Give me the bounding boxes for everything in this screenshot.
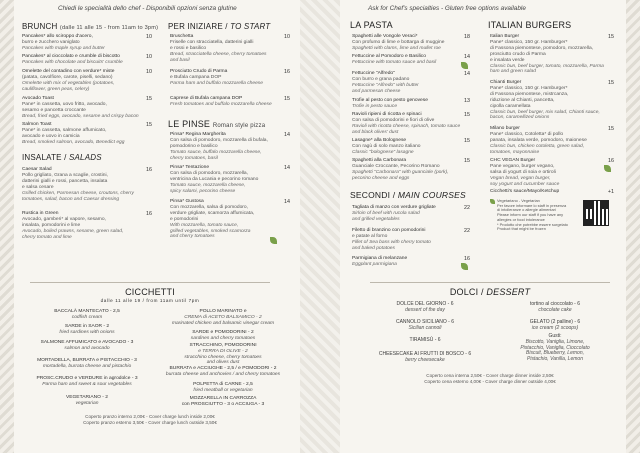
vegetarian-leaf-icon bbox=[461, 62, 468, 69]
menu-item: Fettuccine "Alfredo" Con burro e grana padano Fettuccine "Alfredo" with butter and parmesan cheese bbox=[352, 71, 419, 94]
cover-charge-dinner: Coperto cena interna 2,50€ - Cover charge dinner inside 2,50€ Coperto cena esterno 4,00€ - Cover charge dinner outside 4,00€ bbox=[424, 373, 556, 384]
menu-item: CHC VEGAN Burger Pane vegano, burger vegano, salsa di yogurt di soia e ortiroli Vegan bread, vegan burger, soy yogurt and cucumber sauce bbox=[490, 158, 560, 187]
item-price: 18 bbox=[464, 34, 470, 40]
menu-item: Bruschetta Friselle con stracciatella, datterini gialli e rossi e basilico Bread, stracciatella cheese, cherry tomatoes and basil bbox=[170, 34, 267, 63]
item-price: 16 bbox=[146, 211, 152, 217]
dessert-item: Gusti: Biscotto, Vaniglia, Limone, Pistacchio, Vaniglia, Cioccolato Biscuit, Blueberry, Lemon, Pistachio, Vanilla, Lemon bbox=[520, 333, 590, 363]
menu-page-right bbox=[340, 0, 640, 453]
menu-item: Salmon Toast Pane* in cassetta, salmone affumicato, avocado e uovo in camicia Bread, smoked salmon, avocado, Benedict egg bbox=[22, 122, 125, 145]
item-price: 15 bbox=[608, 126, 614, 132]
menu-item: Omelette del contadino con verdure* miste (patata, cavolfiore, carote, piselli, sedano) Omelette with mix of vegetables (potatoes, cauliflower, green peas, celery) bbox=[22, 69, 115, 92]
vegetarian-leaf-icon bbox=[490, 199, 495, 204]
item-price: 15 bbox=[464, 138, 470, 144]
menu-item: Avocado Toast Pane* in cassetta, uovo fritto, avocado, sesamo e pancetta croccante Bread, fried eggs, avocado, sesame and crispy bacon bbox=[22, 96, 139, 119]
menu-item: Pancakes* allo sciroppo d'acero, burro e zucchero vaniglato Pancakes with maple syrup and butter bbox=[22, 34, 105, 51]
menu-item: Fettuccine al Pomodoro e Basilico Fettuccine with tomato sauce and basil bbox=[352, 54, 437, 65]
menu-item: Spaghetti alle Vongole Veraci* Con profumo di lime e bottarga di muggine Spaghetti with clams, lime and mullet roe bbox=[352, 34, 445, 51]
floral-border-right bbox=[626, 0, 640, 453]
menu-item: Filetto di branzino con pomodorini e patate al forno Fillet of Sea bass with cherry tomato and baked potatoes bbox=[352, 228, 431, 251]
menu-item: Pancakes* al cioccolato e crumble di biscotto Pancakes with chocolate and biscuits' crumble bbox=[22, 54, 123, 65]
menu-item: Caprese di Bufala campana DOP Fresh tomatoes and buffalo mozzarella cheese bbox=[170, 96, 272, 107]
cicchetti-item: SARDE in SAOR - 2 fried sardines with onions bbox=[59, 324, 115, 335]
cicchetti-item: SALMONE AFFUMICATO e AVOCADO - 3 salmon and avocado bbox=[40, 340, 134, 351]
section-title-salads: INSALATE / SALADS bbox=[22, 153, 102, 162]
menu-item: Rustica in Green Avocado, gamberi* al vapore, sesamo, insalata, pomodorini e lime Avocado, boiled prawns, sesame, green salad, cherry tomato and lime bbox=[22, 211, 124, 240]
section-title-cicchetti: CICCHETTI bbox=[125, 287, 175, 297]
dessert-item: tortino al cioccolato - 6 chocolate cake bbox=[529, 301, 581, 313]
menu-item: Spaghetti alla Carbonara Guanciale Croccante, Pecorino Romano Spaghetti "Carbonara" with guanciale (pork), pecorino cheese and eggs bbox=[352, 158, 449, 181]
cicchetti-item: STRACCHINO, POMODORINI e TERRA DI OLIVE - 2 stracchino cheese, cherry tomatoes and olives dust bbox=[184, 343, 262, 366]
cicchetti-item: MOZZARELLA IN CARROZZA con PROSCIUTTO - 3 o ACCIUGA - 3 bbox=[181, 396, 265, 407]
item-price: 14 bbox=[284, 165, 290, 171]
cicchetti-item: POLLO MARINATO e CREMA di ACETO BALSAMICO - 2 marinated chicken and balsamic vinegar cream bbox=[171, 309, 275, 326]
allergen-note: Vegetariano - Vegetarian Per favore informare lo staff in presenza di intolleranze o allergie alimentari Please inform our staff if you have any allergies or food intolerance * Prodotto che potrebbe essere surgelato Product that might be frozen bbox=[497, 198, 568, 232]
menu-item: Lasagne* alla Bolognese Con ragù di solo manzo italiano Classic "bolognese" lasagne bbox=[352, 138, 421, 155]
menu-page-left bbox=[0, 0, 300, 453]
item-price: 10 bbox=[146, 54, 152, 60]
item-price: 13 bbox=[464, 98, 470, 104]
item-price: 15 bbox=[146, 96, 152, 102]
menu-item: Parmigiana di melanzane Eggplant parmigiana bbox=[352, 256, 408, 267]
item-price: 16 bbox=[464, 256, 470, 262]
page-gutter bbox=[300, 0, 340, 453]
menu-item: Caesar Salad Pollo grigliato, Grana a scaglie, crostini, datterini gialli e rossi, pancetta, insalata e salsa cesare Grilled chicken, Parmesan cheese, croutons, cherry tomatoes, salad, bacon and Caesar dressing bbox=[22, 167, 134, 202]
cicchetti-item: PROSC.CRUDO e VERDURE in agrodolce - 3 Parma ham and sweet & sour vegetables bbox=[36, 376, 138, 387]
dessert-item: DOLCE DEL GIORNO - 6 dessert of the day bbox=[396, 301, 454, 313]
dessert-item: CANNOLO SICILIANO - 6 Sicilian cannoli bbox=[395, 319, 455, 331]
cover-charge-lunch: Coperto pranzo interno 2,00€ - Cover charge lunch inside 2,00€ Coperto pranzo esterno 3,50€ - Cover charge lunch outside 3,50€ bbox=[83, 414, 217, 425]
item-price: 16 bbox=[146, 167, 152, 173]
item-price: 22 bbox=[464, 205, 470, 211]
item-price: 16 bbox=[284, 69, 290, 75]
menu-item: Cicchetti's sauce/Mayo/Ketchup bbox=[490, 189, 560, 194]
menu-item: Tagliata di manzo con verdure grigliate Sirloin of beef with rucola salad and grilled vegetables bbox=[352, 205, 436, 222]
divider bbox=[30, 282, 270, 283]
item-price: 14 bbox=[464, 54, 470, 60]
menu-item: Ravioli ripieni di ricotta e spinaci Con salsa di pomodorini e fiori di olive Ravioli with ricotta cheese, spinach, tomato sauce and black olives' dust bbox=[352, 112, 461, 135]
menu-item: Prosciutto Crudo di Parma e Bufala campana DOP Parma ham and buffalo mozzarella cheese bbox=[170, 69, 263, 86]
item-price: 14 bbox=[284, 132, 290, 138]
item-price: 15 bbox=[464, 112, 470, 118]
item-price: 15 bbox=[608, 80, 614, 86]
floral-border-left bbox=[0, 0, 14, 453]
cicchetti-item: POLPETTA di CARNE - 2,5 fried meatball or vegetarian bbox=[193, 382, 253, 393]
item-price: 10 bbox=[284, 34, 290, 40]
item-price: 15 bbox=[284, 96, 290, 102]
cicchetti-item: BURRATA e ACCIUGHE - 2,5 / e POMODORI - 2 burrata cheese and anchovies / and cherry tomatoes bbox=[165, 366, 281, 377]
cicchetti-hours: dalle 11 alle 19 / from 11am until 7pm bbox=[100, 298, 200, 303]
menu-item: Pinsa* Tentazione Con salsa di pomodoro, mozzarella, ventricina da Lucania e pecorino romano Tomato sauce, mozzarella cheese, spicy salami, pecorino cheese bbox=[170, 165, 259, 194]
dessert-item: CHEESECAKE AI FRUTTI DI BOSCO - 6 berry cheesecake bbox=[378, 351, 472, 363]
item-price: 16 bbox=[608, 158, 614, 164]
item-price: 14 bbox=[284, 199, 290, 205]
item-price: 14 bbox=[464, 71, 470, 77]
menu-item: Milano burger Pane* classico, Cotoletta* di pollo panata, insalata verde, pomodoro, maionese Classic bun, chicken cotoletta, green salad, tomatoes, mayonnaise bbox=[490, 126, 587, 155]
section-title-brunch: BRUNCH (dalle 11 alle 15 - from 11am to 3pm) bbox=[22, 22, 159, 31]
item-price: 22 bbox=[464, 228, 470, 234]
item-price: 10 bbox=[146, 34, 152, 40]
dessert-item: GELATO (2 palline) - 6 ice cream (2 scoops) bbox=[529, 319, 581, 331]
section-title-pinse: LE PINSE Roman style pizza bbox=[168, 119, 266, 129]
cicchetti-item: BACCALÀ MANTECATO - 2,5 codfish cream bbox=[54, 309, 120, 320]
section-title-pasta: LA PASTA bbox=[350, 20, 393, 30]
right-header-note: Ask for Chef's specialties - Gluten free options available bbox=[368, 5, 526, 12]
cicchetti-item: SARDE e POMODORINI - 2 sardines and cherry tomatoes bbox=[190, 330, 256, 341]
section-title-dessert: DOLCI / DESSERT bbox=[449, 287, 531, 297]
section-title-main-courses: SECONDI / MAIN COURSES bbox=[350, 190, 466, 200]
divider bbox=[370, 282, 610, 283]
section-title-burgers: ITALIAN BURGERS bbox=[488, 20, 572, 30]
menu-item: Trofie al pesto con pesto genovese Trofie in pesto sauce bbox=[352, 98, 428, 109]
item-price: 15 bbox=[146, 122, 152, 128]
dessert-item: TIRAMISÙ - 6 bbox=[409, 337, 441, 343]
item-price: 10 bbox=[146, 69, 152, 75]
item-price: 15 bbox=[608, 34, 614, 40]
section-title-starters: PER INIZIARE / TO START bbox=[168, 22, 271, 31]
menu-item: Pinsa* Regina Margherita Con salsa di pomodoro, mozzarella di bufala, pomodorino e basilico Tomato sauce, buffalo mozzarella cheese, cherry tomatoes, basil bbox=[170, 132, 268, 161]
cicchetti-item: MORTADELLA, BURRATA e PISTACCHIO - 3 mortadella, burrata cheese and pistachio bbox=[37, 358, 137, 369]
menu-item: Chianti Burger Pane* classico, 150 gr. Hamburger* di Fassona piemontese, mistrcanza, riduzione al Chianti, pancetta, cipolla caramellata Classic bun, beef burger, mix salad, Chianti sauce, bacon, caramellized onions bbox=[490, 80, 600, 121]
qr-code-icon[interactable] bbox=[583, 200, 609, 226]
vegetarian-leaf-icon bbox=[604, 165, 611, 172]
cicchetti-item: VEGETARIANO - 2 vegetarian bbox=[65, 395, 109, 406]
menu-item: Pinsa* Gustosa Con mozzarella, salsa di pomodoro, verdure grigliate, scamorza affumicata, e pomodorini With mozzarella, tomato sauce, grilled vegetables, smoked scamorza and cherry tomatoes bbox=[170, 199, 255, 240]
left-header-note: Chiedi le specialità dello chef - Disponibili opzioni senza glutine bbox=[58, 5, 237, 12]
menu-item: Italian Burger Pane* classico, 150 gr. Hamburger* di Fassona piemontese, pomodoro, mozzarella, prosciutto crudo di Parma e insalata verde Classic bun, beef burger, tomato, mozzarella, Parma ham and green salad bbox=[490, 34, 604, 75]
vegetarian-leaf-icon bbox=[270, 237, 277, 244]
item-price: +1 bbox=[607, 189, 614, 195]
item-price: 15 bbox=[464, 158, 470, 164]
vegetarian-leaf-icon bbox=[461, 263, 468, 270]
